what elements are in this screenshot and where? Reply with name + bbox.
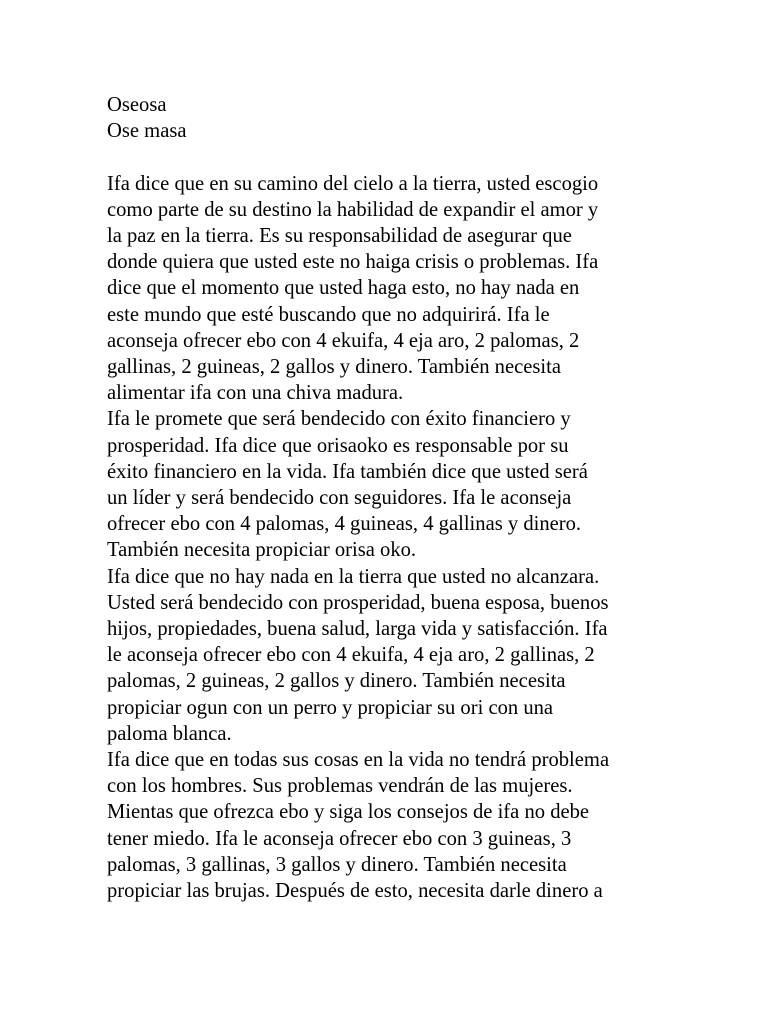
text-line: éxito financiero en la vida. Ifa también dice que usted será [107,460,588,483]
text-line: aconseja ofrecer ebo con 4 ekuifa, 4 eja aro, 2 palomas, 2 [107,329,580,352]
text-line: Ifa dice que no hay nada en la tierra que usted no alcanzara. [107,565,600,588]
title-line: Oseosa [107,94,167,116]
text-line: palomas, 2 guineas, 2 gallos y dinero. También necesita [107,670,566,693]
paragraph-2 [107,406,667,563]
paragraph-4 [107,747,667,904]
text-line: ofrecer ebo con 4 palomas, 4 guineas, 4 gallinas y dinero. [107,513,582,536]
text-line: con los hombres. Sus problemas vendrán de las mujeres. [107,775,573,798]
text-line: prosperidad. Ifa dice que orisaoko es responsable por su [107,434,569,457]
text-line: donde quiera que usted este no haiga crisis o problemas. Ifa [107,251,599,274]
paragraph-1 [107,171,667,407]
document-page [107,92,667,904]
text-line: la paz en la tierra. Es su responsabilidad de asegurar que [107,225,572,247]
text-line: También necesita propiciar orisa oko. [107,539,417,562]
paragraph-3 [107,564,667,747]
text-line: Usted será bendecido con prosperidad, buena esposa, buenos [107,591,609,614]
text-line: como parte de su destino la habilidad de expandir el amor y [107,198,599,221]
text-line: propiciar las brujas. Después de esto, necesita darle dinero a [107,880,603,903]
document-title [107,92,667,144]
text-line: gallinas, 2 guineas, 2 gallos y dinero. También necesita [107,356,561,379]
text-line: Ifa dice que en su camino del cielo a la tierra, usted escogio [107,172,599,195]
text-line: Ifa dice que en todas sus cosas en la vida no tendrá problema [107,749,610,772]
text-line: Ifa le promete que será bendecido con éxito financiero y [107,408,571,431]
text-line: un líder y será bendecido con seguidores. Ifa le aconseja [107,487,572,510]
text-line: propiciar ogun con un perro y propiciar su ori con una [107,696,554,719]
text-line: palomas, 3 gallinas, 3 gallos y dinero. También necesita [107,853,567,876]
text-line: alimentar ifa con una chiva madura. [107,382,404,405]
text-line: paloma blanca. [107,722,232,745]
text-line: le aconseja ofrecer ebo con 4 ekuifa, 4 eja aro, 2 gallinas, 2 [107,644,595,667]
text-line: este mundo que esté buscando que no adquirirá. Ifa le [107,303,550,326]
subtitle-line: Ose masa [107,120,187,143]
blank-line [107,144,667,170]
text-line: tener miedo. Ifa le aconseja ofrecer ebo con 3 guineas, 3 [107,827,572,850]
text-line: hijos, propiedades, buena salud, larga vida y satisfacción. Ifa [107,618,608,641]
text-line: dice que el momento que usted haga esto, no hay nada en [107,277,580,300]
text-line: Mientas que ofrezca ebo y siga los consejos de ifa no debe [107,801,590,824]
